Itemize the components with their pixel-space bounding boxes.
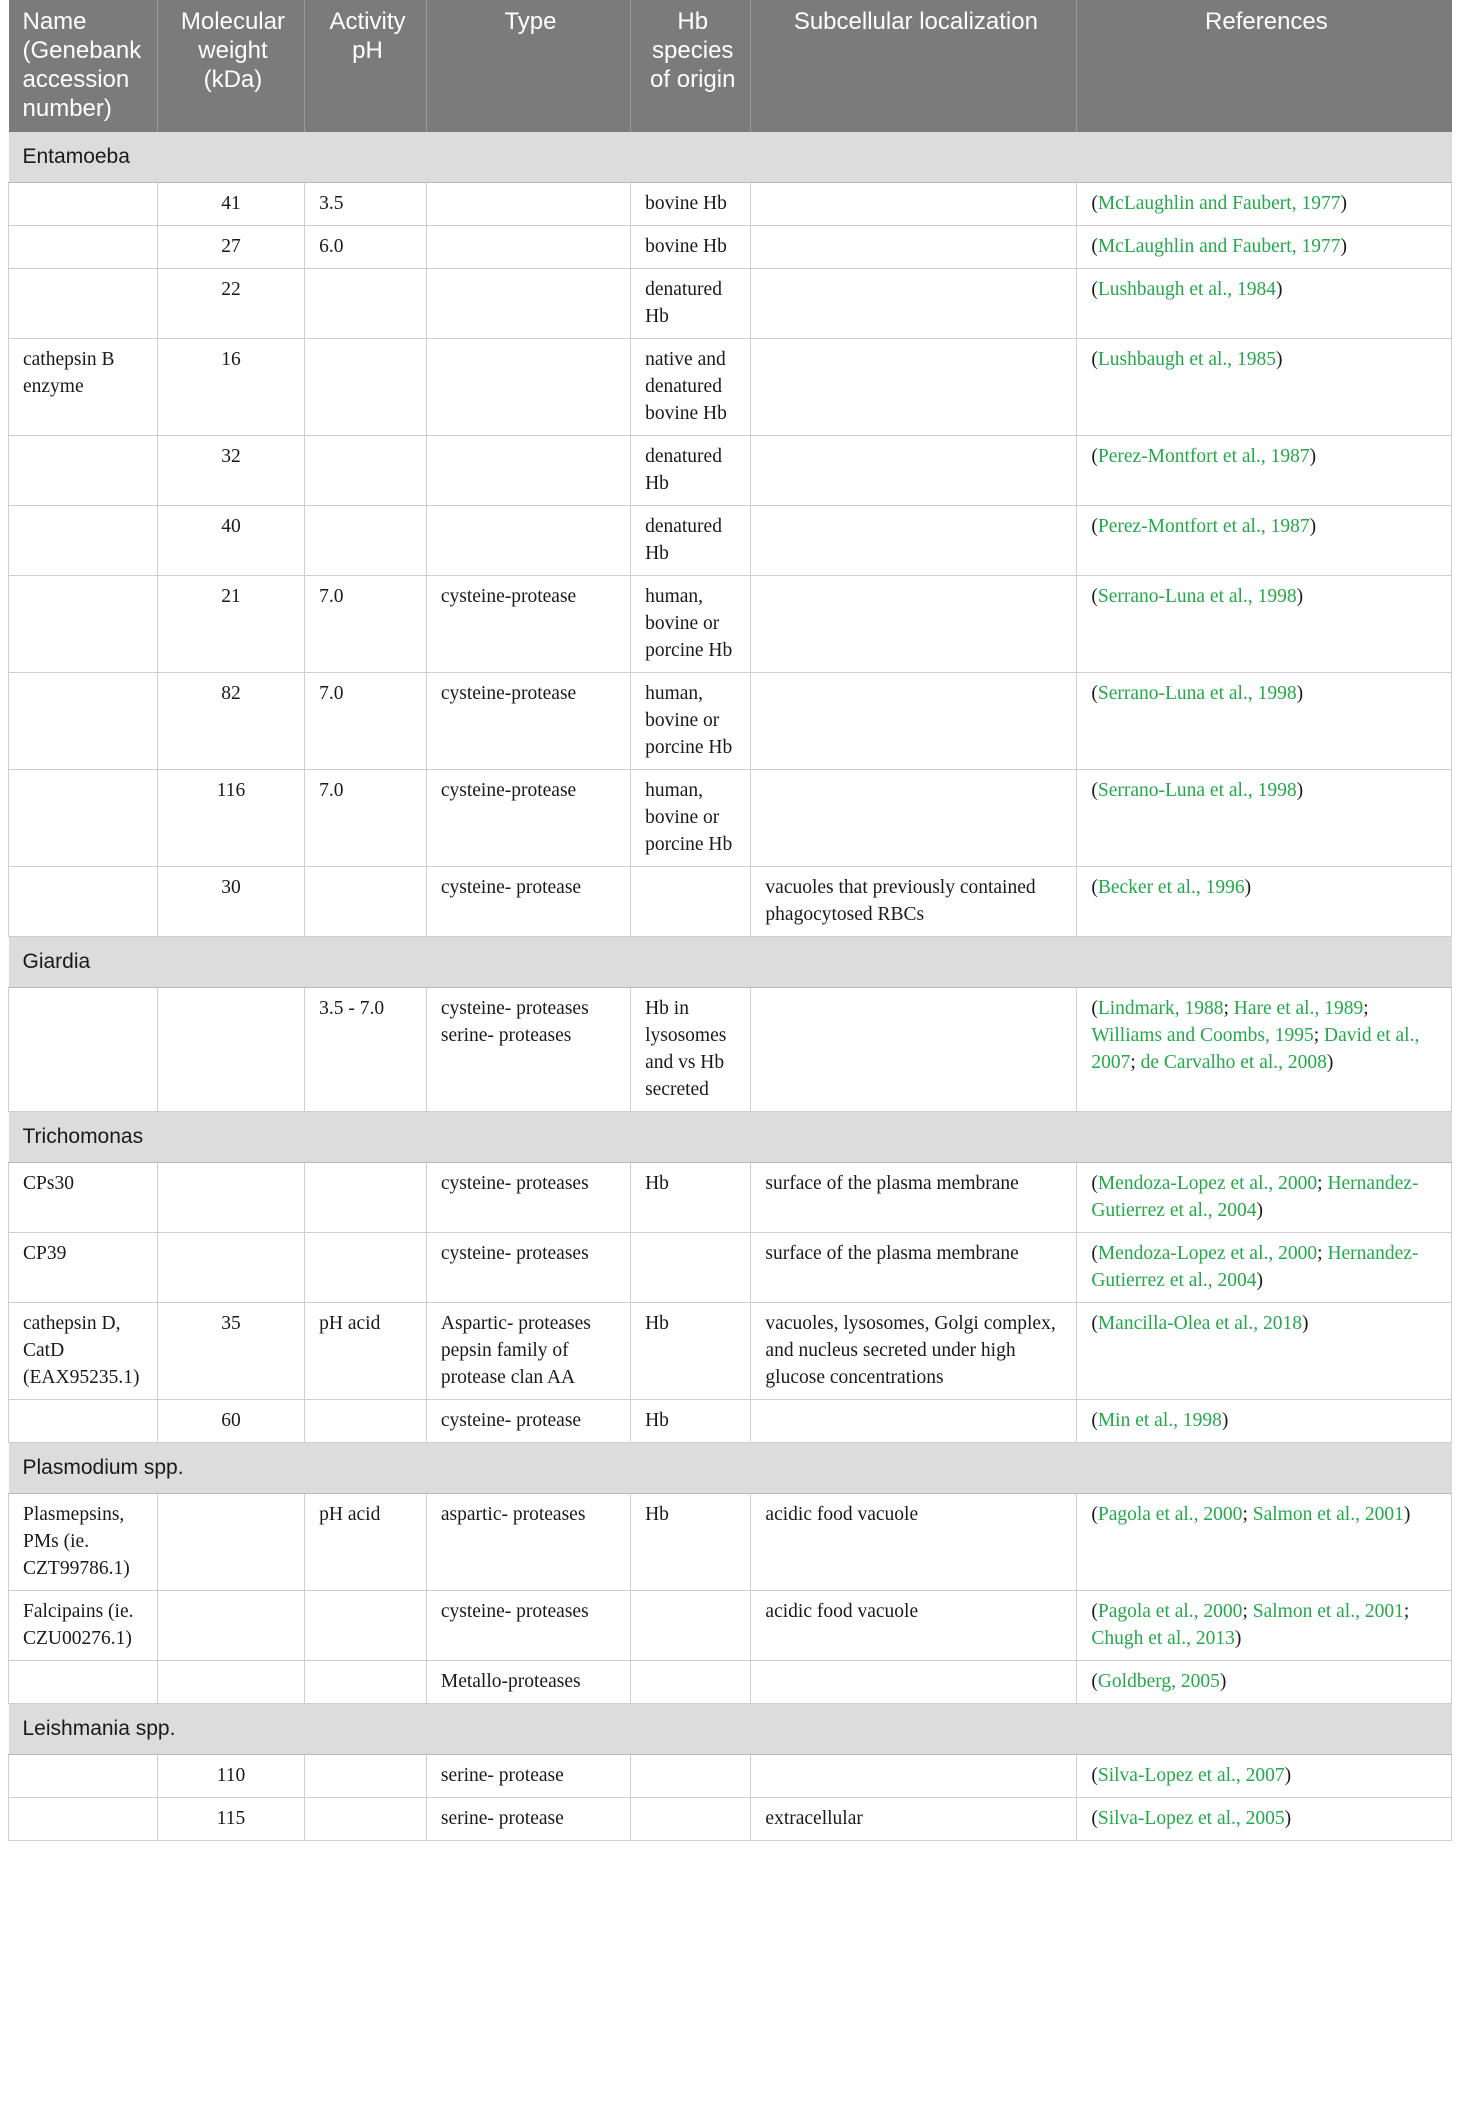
cell-references: (Serrano-Luna et al., 1998) <box>1077 673 1452 770</box>
reference-link[interactable]: Hernandez-Gutierrez et al., 2004 <box>1091 1173 1419 1221</box>
cell-references: (Serrano-Luna et al., 1998) <box>1077 576 1452 673</box>
reference-link[interactable]: David et al., 2007 <box>1091 1025 1420 1073</box>
cell-subcellular-localization <box>751 183 1077 226</box>
group-row <box>9 132 1452 183</box>
col-header-molecular-weight: Molecular weight (kDa) <box>157 0 304 132</box>
cell-type <box>426 506 630 576</box>
table-row <box>9 988 1452 1112</box>
reference-link[interactable]: Min et al., 1998 <box>1097 1410 1222 1431</box>
cell-subcellular-localization <box>751 770 1077 867</box>
cell-name <box>9 506 158 576</box>
cell-references: (Pagola et al., 2000; Salmon et al., 2001) <box>1077 1494 1452 1591</box>
cell-name <box>9 770 158 867</box>
table-row <box>9 1400 1452 1443</box>
cell-references: (Perez-Montfort et al., 1987) <box>1077 506 1452 576</box>
cell-subcellular-localization: vacuoles that previously contained phagocytosed RBCs <box>751 867 1077 937</box>
cell-molecular-weight: 27 <box>157 226 304 269</box>
cell-type: Aspartic- proteases pepsin family of protease clan AA <box>426 1303 630 1400</box>
cell-molecular-weight <box>157 1494 304 1591</box>
col-header-name: Name (Genebank accession number) <box>9 0 158 132</box>
cell-activity-ph <box>305 1233 427 1303</box>
reference-link[interactable]: Serrano-Luna et al., 1998 <box>1097 683 1297 704</box>
cell-hb-species: Hb <box>631 1303 751 1400</box>
table-row <box>9 1233 1452 1303</box>
cell-activity-ph: 7.0 <box>305 576 427 673</box>
cell-type: Metallo-proteases <box>426 1661 630 1704</box>
cell-subcellular-localization <box>751 226 1077 269</box>
cell-subcellular-localization: surface of the plasma membrane <box>751 1163 1077 1233</box>
reference-link[interactable]: Silva-Lopez et al., 2005 <box>1097 1808 1285 1829</box>
cell-subcellular-localization <box>751 269 1077 339</box>
cell-hb-species: denatured Hb <box>631 269 751 339</box>
cell-molecular-weight: 115 <box>157 1798 304 1841</box>
cell-subcellular-localization <box>751 673 1077 770</box>
reference-link[interactable]: McLaughlin and Faubert, 1977 <box>1097 193 1341 214</box>
cell-name: Falcipains (ie. CZU00276.1) <box>9 1591 158 1661</box>
reference-link[interactable]: Pagola et al., 2000 <box>1097 1504 1243 1525</box>
cell-molecular-weight: 21 <box>157 576 304 673</box>
group-row <box>9 937 1452 988</box>
cell-references: (Lushbaugh et al., 1985) <box>1077 339 1452 436</box>
group-label: Plasmodium spp. <box>9 1443 1452 1494</box>
cell-activity-ph <box>305 1798 427 1841</box>
col-header-type: Type <box>426 0 630 132</box>
cell-references: (Goldberg, 2005) <box>1077 1661 1452 1704</box>
cell-type <box>426 226 630 269</box>
cell-hb-species <box>631 1233 751 1303</box>
reference-link[interactable]: Lushbaugh et al., 1985 <box>1097 349 1277 370</box>
cell-references: (Silva-Lopez et al., 2005) <box>1077 1798 1452 1841</box>
cell-name <box>9 1661 158 1704</box>
col-header-hb-species: Hb species of origin <box>631 0 751 132</box>
cell-molecular-weight: 35 <box>157 1303 304 1400</box>
col-header-activity-ph: Activity pH <box>305 0 427 132</box>
cell-activity-ph <box>305 867 427 937</box>
cell-hb-species: human, bovine or porcine Hb <box>631 673 751 770</box>
reference-link[interactable]: Mancilla-Olea et al., 2018 <box>1097 1313 1302 1334</box>
cell-activity-ph <box>305 1591 427 1661</box>
cell-activity-ph: 7.0 <box>305 673 427 770</box>
table-row <box>9 673 1452 770</box>
cell-molecular-weight: 82 <box>157 673 304 770</box>
cell-hb-species: human, bovine or porcine Hb <box>631 576 751 673</box>
cell-hb-species: human, bovine or porcine Hb <box>631 770 751 867</box>
cell-hb-species: bovine Hb <box>631 183 751 226</box>
reference-link[interactable]: Goldberg, 2005 <box>1097 1671 1220 1692</box>
table-body <box>9 132 1452 1841</box>
cell-subcellular-localization: vacuoles, lysosomes, Golgi complex, and nucleus secreted under high glucose concentrations <box>751 1303 1077 1400</box>
group-label: Trichomonas <box>9 1112 1452 1163</box>
cell-activity-ph <box>305 506 427 576</box>
cell-references: (McLaughlin and Faubert, 1977) <box>1077 183 1452 226</box>
table-row <box>9 183 1452 226</box>
cell-molecular-weight: 16 <box>157 339 304 436</box>
table-row <box>9 1303 1452 1400</box>
reference-link[interactable]: Lindmark, 1988 <box>1097 998 1224 1019</box>
cell-subcellular-localization <box>751 576 1077 673</box>
cell-subcellular-localization <box>751 436 1077 506</box>
cell-references: (Perez-Montfort et al., 1987) <box>1077 436 1452 506</box>
cell-hb-species: denatured Hb <box>631 506 751 576</box>
table-row <box>9 269 1452 339</box>
reference-link[interactable]: Perez-Montfort et al., 1987 <box>1097 516 1310 537</box>
cell-hb-species: bovine Hb <box>631 226 751 269</box>
cell-name <box>9 1755 158 1798</box>
cell-references: (Pagola et al., 2000; Salmon et al., 2001; Chugh et al., 2013) <box>1077 1591 1452 1661</box>
cell-references: (Mancilla-Olea et al., 2018) <box>1077 1303 1452 1400</box>
table-row <box>9 770 1452 867</box>
cell-subcellular-localization <box>751 1661 1077 1704</box>
cell-hb-species <box>631 1798 751 1841</box>
cell-hb-species <box>631 1755 751 1798</box>
cell-type: cysteine-protease <box>426 770 630 867</box>
table-row <box>9 1798 1452 1841</box>
reference-link[interactable]: Pagola et al., 2000 <box>1097 1601 1243 1622</box>
cell-name: CP39 <box>9 1233 158 1303</box>
cell-molecular-weight: 116 <box>157 770 304 867</box>
cell-references: (Lushbaugh et al., 1984) <box>1077 269 1452 339</box>
cell-activity-ph <box>305 1661 427 1704</box>
cell-hb-species <box>631 1661 751 1704</box>
reference-link[interactable]: Serrano-Luna et al., 1998 <box>1097 780 1297 801</box>
cell-name <box>9 988 158 1112</box>
cell-name: Plasmepsins, PMs (ie. CZT99786.1) <box>9 1494 158 1591</box>
cell-activity-ph <box>305 436 427 506</box>
cell-hb-species: denatured Hb <box>631 436 751 506</box>
cell-activity-ph <box>305 1755 427 1798</box>
reference-link[interactable]: Salmon et al., 2001 <box>1252 1601 1404 1622</box>
cell-activity-ph: 3.5 - 7.0 <box>305 988 427 1112</box>
protease-table <box>8 0 1452 1841</box>
cell-hb-species: native and denatured bovine Hb <box>631 339 751 436</box>
cell-molecular-weight: 30 <box>157 867 304 937</box>
cell-references: (Becker et al., 1996) <box>1077 867 1452 937</box>
table-row <box>9 506 1452 576</box>
table-row <box>9 1755 1452 1798</box>
cell-name <box>9 576 158 673</box>
table-row <box>9 1661 1452 1704</box>
cell-activity-ph: 3.5 <box>305 183 427 226</box>
group-label: Entamoeba <box>9 132 1452 183</box>
reference-link[interactable]: Serrano-Luna et al., 1998 <box>1097 586 1297 607</box>
cell-name <box>9 1798 158 1841</box>
cell-name: cathepsin D, CatD (EAX95235.1) <box>9 1303 158 1400</box>
cell-type: cysteine- proteases serine- proteases <box>426 988 630 1112</box>
cell-type: serine- protease <box>426 1798 630 1841</box>
cell-molecular-weight: 22 <box>157 269 304 339</box>
cell-name <box>9 673 158 770</box>
cell-type: cysteine- protease <box>426 1400 630 1443</box>
cell-type: cysteine- protease <box>426 867 630 937</box>
cell-references: (Mendoza-Lopez et al., 2000; Hernandez-Gutierrez et al., 2004) <box>1077 1163 1452 1233</box>
cell-type: serine- protease <box>426 1755 630 1798</box>
cell-molecular-weight: 32 <box>157 436 304 506</box>
reference-link[interactable]: Lushbaugh et al., 1984 <box>1097 279 1277 300</box>
cell-activity-ph: 6.0 <box>305 226 427 269</box>
cell-references: (Lindmark, 1988; Hare et al., 1989; Williams and Coombs, 1995; David et al., 2007; de Carvalho et al., 2008) <box>1077 988 1452 1112</box>
cell-activity-ph <box>305 269 427 339</box>
cell-subcellular-localization: acidic food vacuole <box>751 1591 1077 1661</box>
cell-type: cysteine-protease <box>426 576 630 673</box>
reference-link[interactable]: Chugh et al., 2013 <box>1091 1628 1235 1649</box>
reference-link[interactable]: McLaughlin and Faubert, 1977 <box>1097 236 1341 257</box>
table-row <box>9 1591 1452 1661</box>
reference-link[interactable]: Silva-Lopez et al., 2007 <box>1097 1765 1285 1786</box>
cell-name <box>9 436 158 506</box>
group-row <box>9 1443 1452 1494</box>
cell-hb-species: Hb in lysosomes and vs Hb secreted <box>631 988 751 1112</box>
cell-name <box>9 867 158 937</box>
cell-activity-ph <box>305 1163 427 1233</box>
cell-molecular-weight <box>157 1163 304 1233</box>
cell-activity-ph <box>305 339 427 436</box>
cell-references: (McLaughlin and Faubert, 1977) <box>1077 226 1452 269</box>
cell-molecular-weight: 40 <box>157 506 304 576</box>
cell-hb-species <box>631 1591 751 1661</box>
cell-molecular-weight <box>157 988 304 1112</box>
cell-type: aspartic- proteases <box>426 1494 630 1591</box>
cell-molecular-weight <box>157 1661 304 1704</box>
reference-link[interactable]: Hernandez-Gutierrez et al., 2004 <box>1091 1243 1419 1291</box>
cell-subcellular-localization <box>751 1400 1077 1443</box>
cell-activity-ph: 7.0 <box>305 770 427 867</box>
table-row <box>9 576 1452 673</box>
cell-type <box>426 183 630 226</box>
cell-type: cysteine- proteases <box>426 1233 630 1303</box>
col-header-subcellular-localization: Subcellular localization <box>751 0 1077 132</box>
cell-molecular-weight: 110 <box>157 1755 304 1798</box>
cell-activity-ph: pH acid <box>305 1494 427 1591</box>
cell-type: cysteine- proteases <box>426 1591 630 1661</box>
header-row <box>9 0 1452 132</box>
cell-subcellular-localization <box>751 506 1077 576</box>
cell-subcellular-localization <box>751 1755 1077 1798</box>
reference-link[interactable]: Salmon et al., 2001 <box>1252 1504 1404 1525</box>
cell-molecular-weight <box>157 1233 304 1303</box>
table-row <box>9 867 1452 937</box>
cell-subcellular-localization: acidic food vacuole <box>751 1494 1077 1591</box>
cell-type <box>426 436 630 506</box>
cell-activity-ph: pH acid <box>305 1303 427 1400</box>
group-row <box>9 1112 1452 1163</box>
cell-name: cathepsin B enzyme <box>9 339 158 436</box>
cell-name <box>9 226 158 269</box>
cell-activity-ph <box>305 1400 427 1443</box>
cell-type: cysteine-protease <box>426 673 630 770</box>
cell-hb-species: Hb <box>631 1494 751 1591</box>
cell-type <box>426 339 630 436</box>
cell-molecular-weight: 41 <box>157 183 304 226</box>
cell-subcellular-localization <box>751 339 1077 436</box>
cell-hb-species: Hb <box>631 1163 751 1233</box>
cell-type <box>426 269 630 339</box>
reference-link[interactable]: Mendoza-Lopez et al., 2000 <box>1097 1243 1318 1264</box>
cell-hb-species <box>631 867 751 937</box>
group-label: Giardia <box>9 937 1452 988</box>
cell-molecular-weight <box>157 1591 304 1661</box>
cell-subcellular-localization: extracellular <box>751 1798 1077 1841</box>
cell-name <box>9 1400 158 1443</box>
cell-hb-species: Hb <box>631 1400 751 1443</box>
cell-type: cysteine- proteases <box>426 1163 630 1233</box>
cell-references: (Mendoza-Lopez et al., 2000; Hernandez-Gutierrez et al., 2004) <box>1077 1233 1452 1303</box>
reference-link[interactable]: Mendoza-Lopez et al., 2000 <box>1097 1173 1318 1194</box>
cell-name <box>9 269 158 339</box>
table-row <box>9 1494 1452 1591</box>
cell-subcellular-localization: surface of the plasma membrane <box>751 1233 1077 1303</box>
table-row <box>9 339 1452 436</box>
cell-references: (Min et al., 1998) <box>1077 1400 1452 1443</box>
cell-molecular-weight: 60 <box>157 1400 304 1443</box>
reference-link[interactable]: Perez-Montfort et al., 1987 <box>1097 446 1310 467</box>
reference-link[interactable]: Williams and Coombs, 1995 <box>1091 1025 1314 1046</box>
table-row <box>9 226 1452 269</box>
cell-name: CPs30 <box>9 1163 158 1233</box>
reference-link[interactable]: de Carvalho et al., 2008 <box>1140 1052 1327 1073</box>
cell-subcellular-localization <box>751 988 1077 1112</box>
reference-link[interactable]: Becker et al., 1996 <box>1097 877 1245 898</box>
cell-name <box>9 183 158 226</box>
table-row <box>9 436 1452 506</box>
reference-link[interactable]: Hare et al., 1989 <box>1233 998 1364 1019</box>
table-row <box>9 1163 1452 1233</box>
group-row <box>9 1704 1452 1755</box>
cell-references: (Silva-Lopez et al., 2007) <box>1077 1755 1452 1798</box>
cell-references: (Serrano-Luna et al., 1998) <box>1077 770 1452 867</box>
col-header-references: References <box>1077 0 1452 132</box>
group-label: Leishmania spp. <box>9 1704 1452 1755</box>
